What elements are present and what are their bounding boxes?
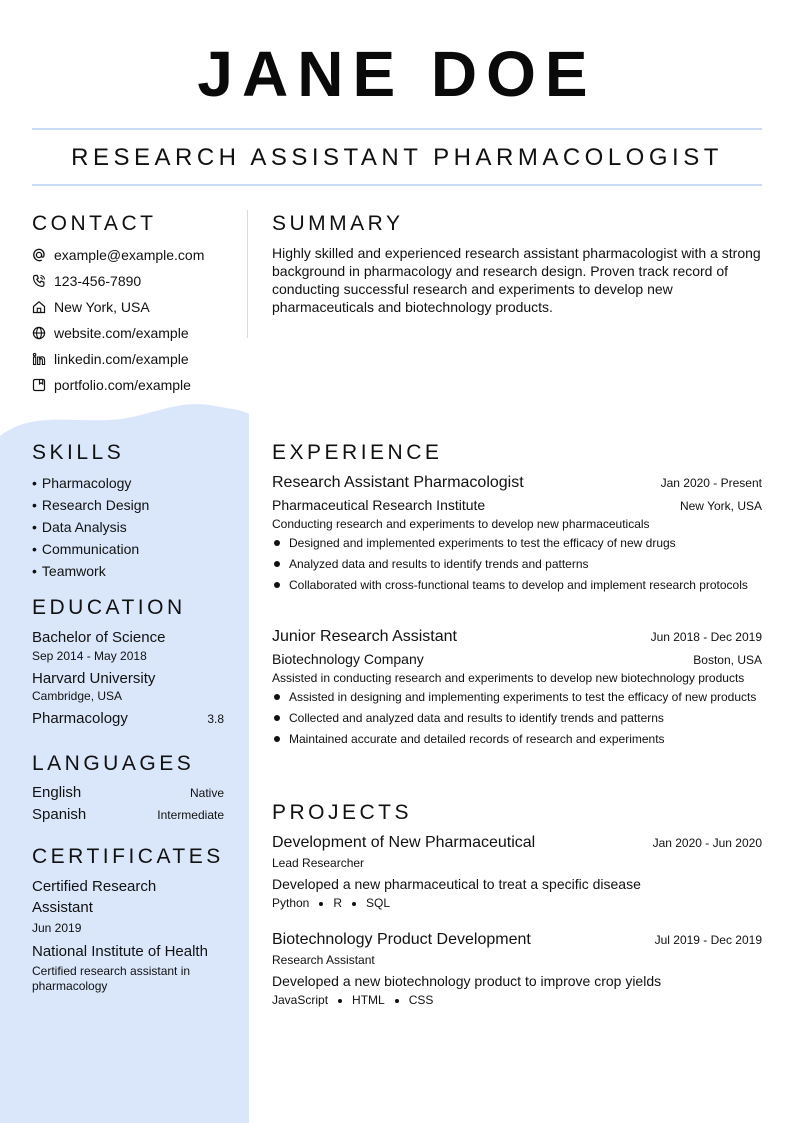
language-row (32, 782, 224, 804)
job-role-title: RESEARCH ASSISTANT PHARMACOLOGIST (71, 144, 723, 171)
job-bullet: Assisted in designing and implementing experiments to test the efficacy of new products (272, 690, 762, 705)
job-dates: Jan 2020 - Present (660, 476, 762, 490)
skill-item: • Communication (32, 541, 140, 557)
project-entry (272, 930, 762, 1008)
certificate-issuer: National Institute of Health (32, 943, 208, 960)
linkedin-icon (32, 352, 46, 366)
certificate-entry (32, 876, 212, 994)
contact-list (32, 242, 247, 398)
language-name: Spanish (32, 806, 87, 823)
languages-heading: LANGUAGES (32, 752, 195, 775)
education-dates: Sep 2014 - May 2018 (32, 649, 147, 663)
project-tech-list (272, 993, 762, 1008)
language-row (32, 804, 224, 826)
experience-entry (272, 473, 762, 599)
job-org-row (272, 496, 762, 514)
project-role: Research Assistant (272, 953, 375, 967)
experience-entry (272, 627, 762, 753)
job-title: Research Assistant Pharmacologist (272, 474, 524, 491)
job-bullet: Analyzed data and results to identify trends and patterns (272, 557, 762, 572)
tech-tag: CSS (408, 993, 434, 1007)
project-header (272, 930, 762, 950)
job-bullets (272, 690, 762, 747)
phone-icon (32, 274, 46, 288)
summary-heading: SUMMARY (272, 212, 404, 235)
education-entry (32, 627, 224, 729)
education-gpa: 3.8 (207, 712, 224, 726)
job-location: New York, USA (679, 499, 762, 513)
header-divider-bottom (32, 184, 762, 186)
languages-list (32, 782, 224, 826)
skill-item: • Pharmacology (32, 475, 132, 491)
job-organization: Pharmaceutical Research Institute (272, 497, 486, 513)
projects-heading: PROJECTS (272, 801, 413, 824)
job-bullet: Collaborated with cross-functional teams to develop and implement research protocols (272, 578, 762, 593)
job-title: Junior Research Assistant (272, 628, 457, 645)
project-dates: Jan 2020 - Jun 2020 (652, 836, 762, 850)
home-icon (32, 300, 46, 314)
contact-website[interactable] (32, 320, 247, 346)
education-degree: Bachelor of Science (32, 629, 166, 646)
job-bullets (272, 536, 762, 593)
skill-item: • Research Design (32, 497, 150, 513)
contact-portfolio-text: portfolio.com/example (54, 377, 191, 393)
project-role: Lead Researcher (272, 856, 365, 870)
education-location: Cambridge, USA (32, 689, 123, 703)
education-field-row (32, 708, 224, 729)
contact-location-text: New York, USA (54, 299, 150, 315)
candidate-name: JANE DOE (197, 38, 597, 110)
certificate-description: Certified research assistant in pharmacology (32, 964, 191, 993)
contact-website-text: website.com/example (54, 325, 189, 341)
skills-list (32, 472, 232, 582)
language-level: Native (189, 786, 224, 800)
job-bullet: Designed and implemented experiments to test the efficacy of new drugs (272, 536, 762, 551)
job-org-row (272, 650, 762, 668)
project-tech-list (272, 896, 762, 911)
tech-tag: HTML (352, 993, 385, 1007)
contact-email-text: example@example.com (54, 247, 205, 263)
job-location: Boston, USA (693, 653, 762, 667)
header-divider-top (32, 128, 762, 130)
job-header (272, 473, 762, 493)
project-header (272, 833, 762, 853)
at-icon (32, 248, 46, 262)
skills-heading: SKILLS (32, 441, 125, 464)
job-summary: Assisted in conducting research and experiments to develop new biotechnology products (272, 671, 745, 685)
portfolio-icon (32, 378, 46, 392)
language-name: English (32, 784, 82, 801)
project-title: Development of New Pharmaceutical (272, 834, 536, 851)
skill-item: • Data Analysis (32, 519, 127, 535)
contact-phone[interactable] (32, 268, 247, 294)
contact-linkedin-text: linkedin.com/example (54, 351, 189, 367)
education-school: Harvard University (32, 670, 156, 687)
certificate-date: Jun 2019 (32, 921, 82, 935)
globe-icon (32, 326, 46, 340)
tech-tag: Python (272, 896, 310, 910)
contact-heading: CONTACT (32, 212, 157, 235)
skill-item: • Teamwork (32, 563, 106, 579)
certificates-heading: CERTIFICATES (32, 845, 224, 868)
job-organization: Biotechnology Company (272, 651, 424, 667)
experience-heading: EXPERIENCE (272, 441, 443, 464)
contact-phone-text: 123-456-7890 (54, 273, 142, 289)
education-heading: EDUCATION (32, 596, 186, 619)
certificate-title: Certified Research Assistant (32, 878, 157, 916)
job-bullet: Maintained accurate and detailed records of research and experiments (272, 732, 762, 747)
column-divider (247, 210, 248, 338)
project-entry (272, 833, 762, 911)
project-dates: Jul 2019 - Dec 2019 (654, 933, 762, 947)
tech-tag: JavaScript (272, 993, 329, 1007)
education-field: Pharmacology (32, 710, 128, 727)
contact-email[interactable] (32, 242, 247, 268)
contact-portfolio[interactable] (32, 372, 247, 398)
language-level: Intermediate (157, 808, 224, 822)
job-summary: Conducting research and experiments to develop new pharmaceuticals (272, 517, 650, 531)
project-title: Biotechnology Product Development (272, 931, 531, 948)
job-header (272, 627, 762, 647)
job-bullet: Collected and analyzed data and results to identify trends and patterns (272, 711, 762, 726)
tech-tag: SQL (366, 896, 391, 910)
project-description: Developed a new pharmaceutical to treat a specific disease (272, 876, 641, 892)
contact-location (32, 294, 247, 320)
summary-text: Highly skilled and experienced research assistant pharmacologist with a strong background in pharmacology and research design. Proven track record of conducting successful research and experiments to develop new pharmaceuticals and biotechnology products. (272, 245, 761, 315)
tech-tag: R (333, 896, 343, 910)
project-description: Developed a new biotechnology product to improve crop yields (272, 973, 662, 989)
job-dates: Jun 2018 - Dec 2019 (650, 630, 762, 644)
contact-linkedin[interactable] (32, 346, 247, 372)
